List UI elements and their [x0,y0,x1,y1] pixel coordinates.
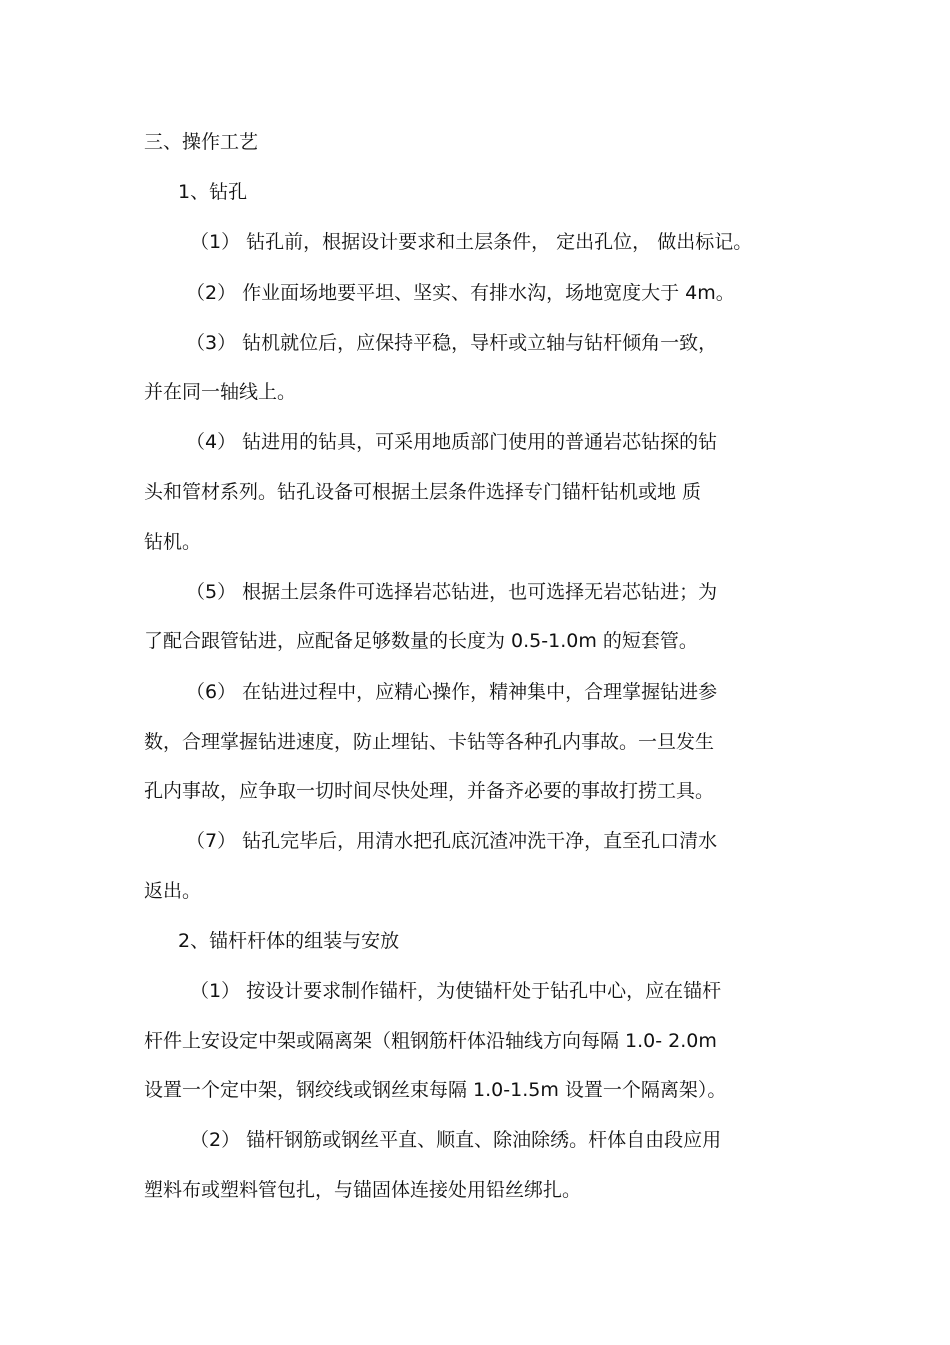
paragraph-line: （5） 根据土层条件可选择岩芯钻进，也可选择无岩芯钻进；为 [186,581,718,603]
paragraph-line: 塑料布或塑料管包扎，与锚固体连接处用铅丝绑扎。 [144,1179,582,1201]
subsection-heading: 2、锚杆杆体的组装与安放 [178,930,400,952]
paragraph-line: （2） 锚杆钢筋或钢丝平直、顺直、除油除绣。杆体自由段应用 [190,1129,722,1151]
paragraph-line: 数，合理掌握钻进速度，防止埋钻、卡钻等各种孔内事故。一旦发生 [144,731,715,753]
paragraph-line: （7） 钻孔完毕后，用清水把孔底沉渣冲洗干净，直至孔口清水 [186,830,718,852]
paragraph-line: 并在同一轴线上。 [144,381,297,403]
section-heading: 三、操作工艺 [144,131,259,153]
paragraph-line: 返出。 [144,880,202,902]
paragraph-line: （1） 按设计要求制作锚杆，为使锚杆处于钻孔中心，应在锚杆 [190,980,722,1002]
paragraph-line: （1） 钻孔前，根据设计要求和土层条件， 定出孔位， 做出标记。 [190,231,753,253]
paragraph-line: （4） 钻进用的钻具，可采用地质部门使用的普通岩芯钻探的钻 [186,431,718,453]
paragraph-line: 设置一个定中架，钢绞线或钢丝束每隔 1.0-1.5m 设置一个隔离架）。 [144,1079,727,1101]
paragraph-line: 钻机。 [144,531,202,553]
paragraph-line: 了配合跟管钻进，应配备足够数量的长度为 0.5-1.0m 的短套管。 [144,630,698,652]
paragraph-line: （3） 钻机就位后，应保持平稳，导杆或立轴与钻杆倾角一致， [186,332,718,354]
paragraph-line: 孔内事故，应争取一切时间尽快处理，并备齐必要的事故打捞工具。 [144,780,715,802]
subsection-heading: 1、钻孔 [178,181,248,203]
paragraph-line: （2） 作业面场地要平坦、坚实、有排水沟，场地宽度大于 4m。 [186,282,735,304]
paragraph-line: 杆件上安设定中架或隔离架（粗钢筋杆体沿轴线方向每隔 1.0- 2.0m [144,1030,717,1052]
paragraph-line: 头和管材系列。钻孔设备可根据土层条件选择专门锚杆钻机或地 质 [144,481,702,503]
paragraph-line: （6） 在钻进过程中，应精心操作，精神集中，合理掌握钻进参 [186,681,718,703]
